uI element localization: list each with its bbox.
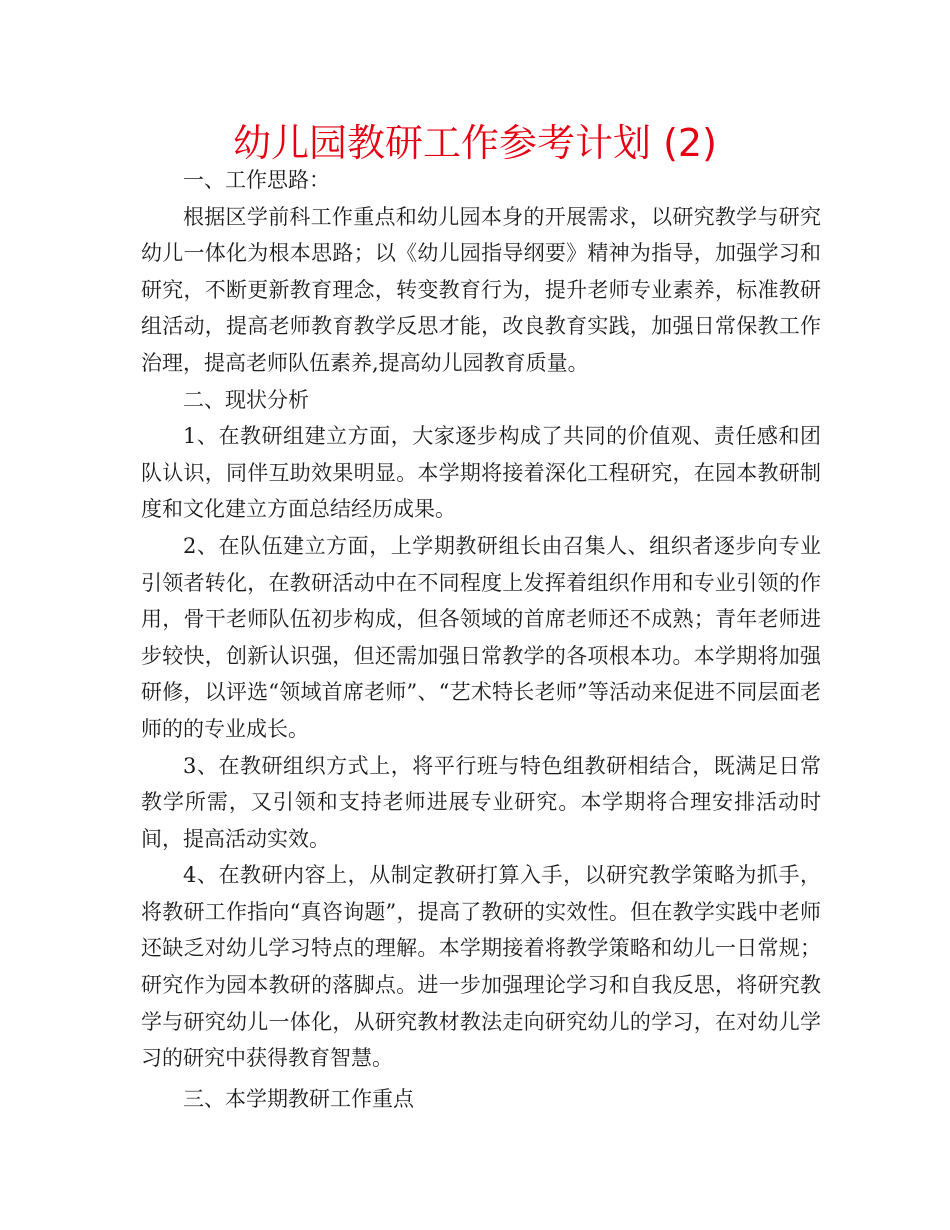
document-title: 幼儿园教研工作参考计划 (2) — [233, 121, 717, 165]
paragraph-work-approach: 根据区学前科工作重点和幼儿园本身的开展需求，以研究教学与研究幼儿一体化为根本思路；以《幼儿园指导纲要》精神为指导，加强学习和研究，不断更新教育理念，转变教育行为，提升老师专业素养，标准教研组活动，提高老师教育教学反思才能，改良教育实践，加强日常保教工作治理，提高老师队伍素养,提高幼儿园教育质量。 — [141, 204, 821, 375]
section-heading-key-work: 三、本学期教研工作重点 — [183, 1086, 414, 1111]
paragraph-status-1: 1、在教研组建立方面，大家逐步构成了共同的价值观、责任感和团队认识，同伴互助效果明显。本学期将接着深化工程研究，在园本教研制度和文化建立方面总结经历成果。 — [141, 424, 821, 522]
section-heading-work-approach: 一、工作思路： — [183, 168, 330, 192]
section-heading-status-analysis: 二、现状分析 — [183, 387, 309, 412]
paragraph-status-2: 2、在队伍建立方面，上学期教研组长由召集人、组织者逐步向专业引领者转化，在教研活动中在不同程度上发挥着组织作用和专业引领的作用，骨干老师队伍初步构成，但各领域的首席老师还不成熟；青年老师进步较快，创新认识强，但还需加强日常教学的各项根本功。本学期将加强研修，以评选“领域首席老师”、“艺术特长老师”等活动来促进不同层面老师的的专业成长。 — [141, 533, 821, 741]
paragraph-status-4: 4、在教研内容上，从制定教研打算入手，以研究教学策略为抓手，将教研工作指向“真咨询题”，提高了教研的实效性。但在教学实践中老师还缺乏对幼儿学习特点的理解。本学期接着将教学策略和幼儿一日常规；研究作为园本教研的落脚点。进一步加强理论学习和自我反思，将研究教学与研究幼儿一体化，从研究教材教法走向研究幼儿的学习，在对幼儿学习的研究中获得教育智慧。 — [141, 863, 821, 1071]
document-body — [141, 162, 821, 1117]
paragraph-status-3: 3、在教研组织方式上，将平行班与特色组教研相结合，既满足日常教学所需，又引领和支持老师进展专业研究。本学期将合理安排活动时间，提高活动实效。 — [141, 753, 821, 851]
